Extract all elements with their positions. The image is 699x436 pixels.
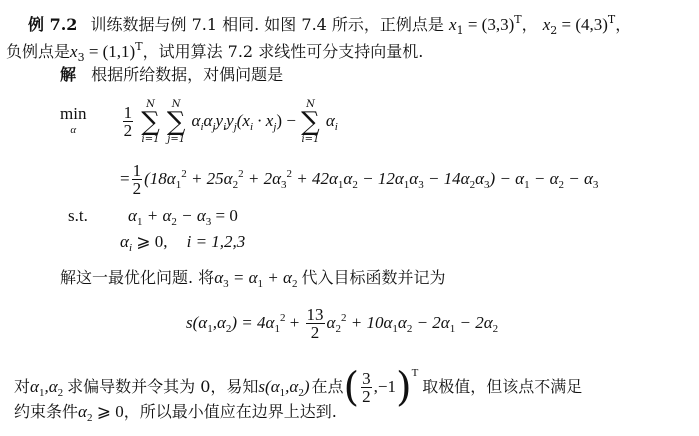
y-i: y [215,111,224,130]
x2-value: = (4,3) [557,15,608,34]
solution-text: 根据所给数据，对偶问题是 [91,65,284,84]
x3-var: x [70,42,78,61]
x1-transpose: T [514,13,522,26]
alpha-tail: α [325,111,335,130]
s-function: $s(\alpha_1,\alpha_2) = 4\alpha_1^2$ + $\frac{13}{2}$ $\alpha_2^2 + 10\alpha_1\alpha_2 - 2\alpha_1 - 2\alpha_2$ [186,305,499,342]
comma: ， [521,15,538,34]
x3-transpose: T [135,40,143,53]
frac-13-2: $\frac{13}{2}$ [306,305,324,342]
paragraph-extremum: 对$\alpha_1,\alpha_2$ 求偏导数并令其为 0，易知$s(\alpha_1,\alpha_2)$ 在点( $\frac{3}{2}$ ,−1)$^T$取极值，但该点不满足 [14,364,583,411]
alpha-j: α [203,111,213,130]
x2-var: x [542,15,551,34]
sum-tail: N ∑ i=1 [301,98,320,145]
st-label: s.t. [68,206,88,225]
half-fraction-2: $\frac{1}{2}$ [132,161,142,198]
sum-i: N ∑ i=1 [141,98,160,145]
paragraph-solution-intro [60,65,283,85]
min-variable: α [70,123,77,136]
x2-sub: 2 [550,24,558,37]
sum-j: N ∑ j=1 [166,98,186,145]
kernel-open: (x [236,111,250,130]
x1-var: x [449,15,457,34]
dual-objective: min α $\frac{1}{2}$ N ∑ i=1 N ∑ j=1 $\alpha_i\alpha_jy_iy_j(x_i \cdot x_j)$ − N ∑ i=1 $\alpha_i$ [60,98,338,145]
paragraph-substitute: 解这一最优化问题. 将$\alpha_3 = \alpha_1 + \alpha_2$ 代入目标函数并记为 [60,268,446,290]
solution-label: 解 [60,65,77,84]
y-j: y [226,111,234,130]
kernel-dot: · x [253,111,274,130]
negative-text: 负例点是 [6,42,71,61]
task-text: ，试用算法 7.2 求线性可分支持向量机. [142,42,424,61]
paragraph-boundary: 约束条件$\alpha_2$ ⩾ 0，所以最小值应在边界上达到. [14,402,337,424]
constraint-2: $\alpha_i$ ⩾ 0, i = 1,2,3 [120,232,246,254]
equals: = [120,169,130,188]
x1-sub: 1 [456,24,464,37]
example-text: 训练数据与例 7.1 相同. 如图 7.4 所示，正例点是 [90,15,444,34]
x2-transpose: T [607,13,616,26]
half-fraction: $\frac{1}{2}$ [123,103,133,140]
comma: ， [615,15,632,34]
x1-value: = (3,3) [463,15,515,34]
dual-expanded: = $\frac{1}{2}$ $(18\alpha_1^2 + 25\alpha_2^2 + 2\alpha_3^2 + 42\alpha_1\alpha_2 - 12\alpha_1\alpha_3 - 14\alpha_2\alpha_3) - \alpha_1 - \alpha_2 - \alpha_3$ [120,161,599,198]
example-label: 例 7.2 [28,15,78,34]
alpha-i: α [191,111,201,130]
kernel-close: ) − [276,111,301,130]
x3-value: = (1,1) [84,42,136,61]
frac-3-2: $\frac{3}{2}$ [362,369,371,406]
constraint-1: s.t. $\alpha_1 + \alpha_2 - \alpha_3 = 0$ [68,206,238,228]
x3-sub: 3 [77,51,85,64]
paragraph-negative-point [6,37,423,68]
min-operator: min [60,103,87,123]
